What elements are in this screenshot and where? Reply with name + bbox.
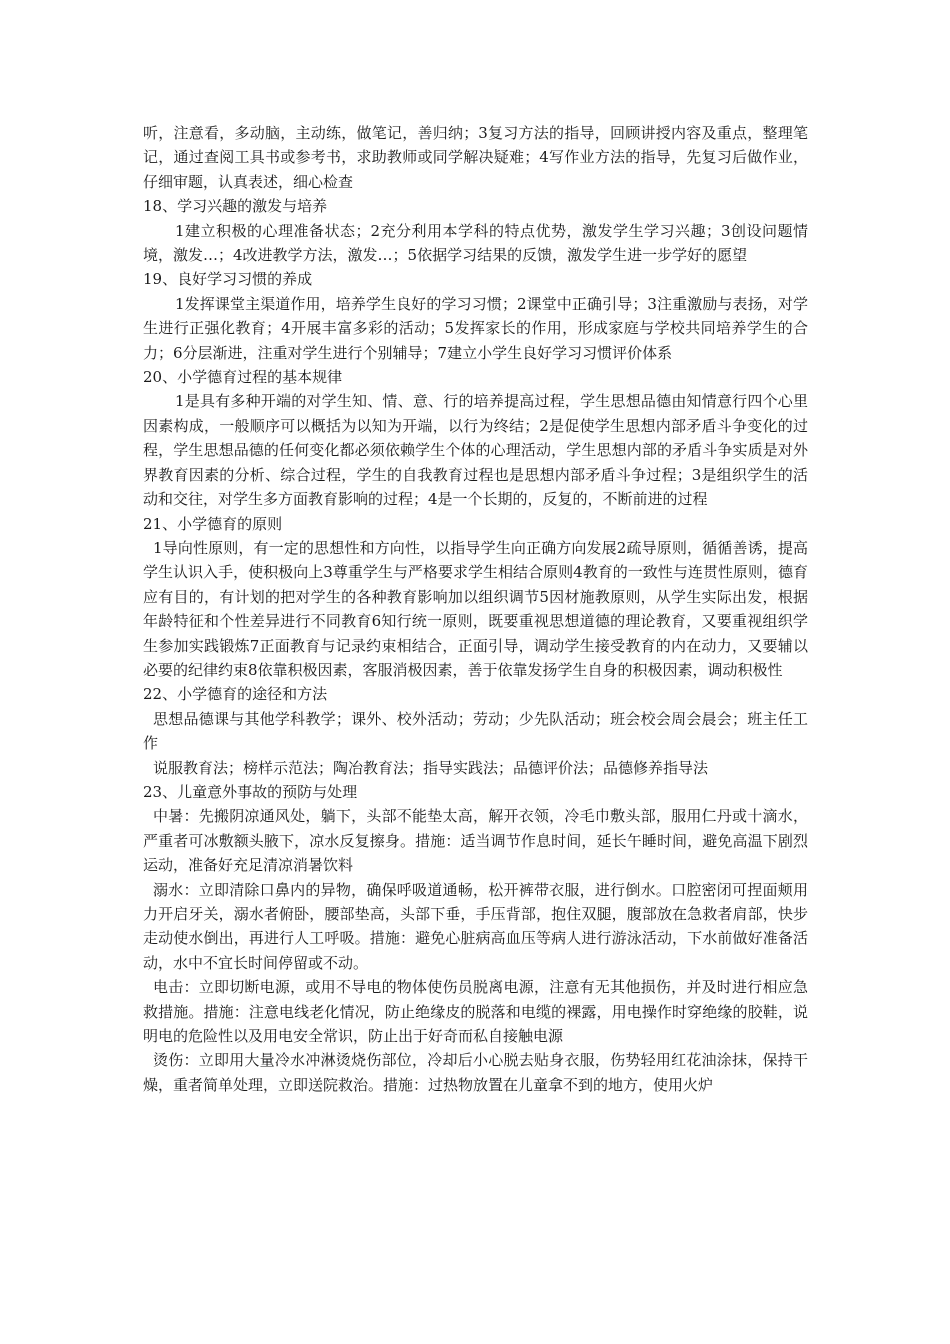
paragraph-18: 1建立积极的心理准备状态；2充分利用本学科的特点优势，激发学生学习兴趣；3创设问题情境，激发…；4改进教学方法，激发…；5依据学习结果的反馈，激发学生进一步学好的愿望 [143,221,808,265]
paragraph-23-burns: 烫伤：立即用大量冷水冲淋烫烧伤部位，冷却后小心脱去贴身衣服，伤势轻用红花油涂抹，保持干燥，重者简单处理，立即送院救治。措施：过热物放置在儿童拿不到的地方，使用火炉 [143,1051,808,1094]
paragraph-20: 1是具有多种开端的对学生知、情、意、行的培养提高过程，学生思想品德由知情意行四个心里因素构成，一般顺序可以概括为以知为开端，以行为终结；2是促使学生思想内部矛盾斗争变化的过程，学生思想品德的任何变化都必须依赖学生个体的心理活动，学生思想内部的矛盾斗争实质是对外界教育因素的分析、综合过程，学生的自我教育过程也是思想内部矛盾斗争过程；3是组织学生的活动和交往，对学生多方面教育影响的过程；4是一个长期的，反复的，不断前进的过程 [143,392,808,509]
heading-19: 19、良好学习习惯的养成 [143,270,313,289]
document-body [143,121,808,1097]
paragraph-19: 1发挥课堂主渠道作用，培养学生良好的学习习惯；2课堂中正确引导；3注重激励与表扬，对学生进行正强化教育；4开展丰富多彩的活动；5发挥家长的作用，形成家庭与学校共同培养学生的合力；6分层渐进，注重对学生进行个别辅导；7建立小学生良好学习习惯评价体系 [143,294,808,362]
paragraph-21: 1导向性原则，有一定的思想性和方向性，以指导学生向正确方向发展2疏导原则，循循善诱，提高学生认识入手，使积极向上3尊重学生与严格要求学生相结合原则4教育的一致性与连贯性原则，德育应有目的，有计划的把对学生的各种教育影响加以组织调节5因材施教原则，从学生实际出发，根据年龄特征和个性差异进行不同教育6知行统一原则，既要重视思想道德的理论教育，又要重视组织学生参加实践锻炼7正面教育与记录约束相结合，正面引导，调动学生接受教育的内在动力，又要辅以必要的纪律约束8依靠积极因素，客服消极因素，善于依靠发扬学生自身的积极因素，调动积极性 [143,538,808,679]
paragraph-22-methods: 说服教育法；榜样示范法；陶冶教育法；指导实践法；品德评价法；品德修养指导法 [153,758,709,777]
heading-18: 18、学习兴趣的激发与培养 [143,197,328,216]
heading-20: 20、小学德育过程的基本规律 [143,368,343,387]
heading-22: 22、小学德育的途径和方法 [143,685,328,704]
heading-23: 23、儿童意外事故的预防与处理 [143,782,358,801]
paragraph-study-method-continued: 听，注意看，多动脑，主动练，做笔记，善归纳；3复习方法的指导，回顾讲授内容及重点，整理笔记，通过查阅工具书或参考书，求助教师或同学解决疑难；4写作业方法的指导，先复习后做作业，仔细审题，认真表述，细心检查 [143,124,808,191]
paragraph-23-heatstroke: 中暑：先搬阴凉通风处，躺下，头部不能垫太高，解开衣领，冷毛巾敷头部，服用仁丹或十滴水，严重者可冰敷额头腋下，凉水反复擦身。措施：适当调节作息时间，延长午睡时间，避免高温下剧烈运动，准备好充足清凉消暑饮料 [143,807,808,875]
paragraph-23-electric-shock: 电击：立即切断电源，或用不导电的物体使伤员脱离电源，注意有无其他损伤，并及时进行相应急救措施。措施：注意电线老化情况，防止绝缘皮的脱落和电缆的裸露，用电操作时穿绝缘的胶鞋，说明电的危险性以及用电安全常识，防止出于好奇而私自接触电源 [143,978,808,1046]
paragraph-23-drowning: 溺水：立即清除口鼻内的异物，确保呼吸道通畅，松开裤带衣服，进行倒水。口腔密闭可捏面颊用力开启牙关，溺水者俯卧，腰部垫高，头部下垂，手压背部，抱住双腿，腹部放在急救者肩部，快步走动使水倒出，再进行人工呼吸。措施：避免心脏病高血压等病人进行游泳活动，下水前做好准备活动，水中不宜长时间停留或不动。 [143,880,808,972]
heading-21: 21、小学德育的原则 [143,514,283,533]
paragraph-22-paths: 思想品德课与其他学科教学；课外、校外活动；劳动；少先队活动；班会校会周会晨会；班主任工作 [143,709,808,753]
